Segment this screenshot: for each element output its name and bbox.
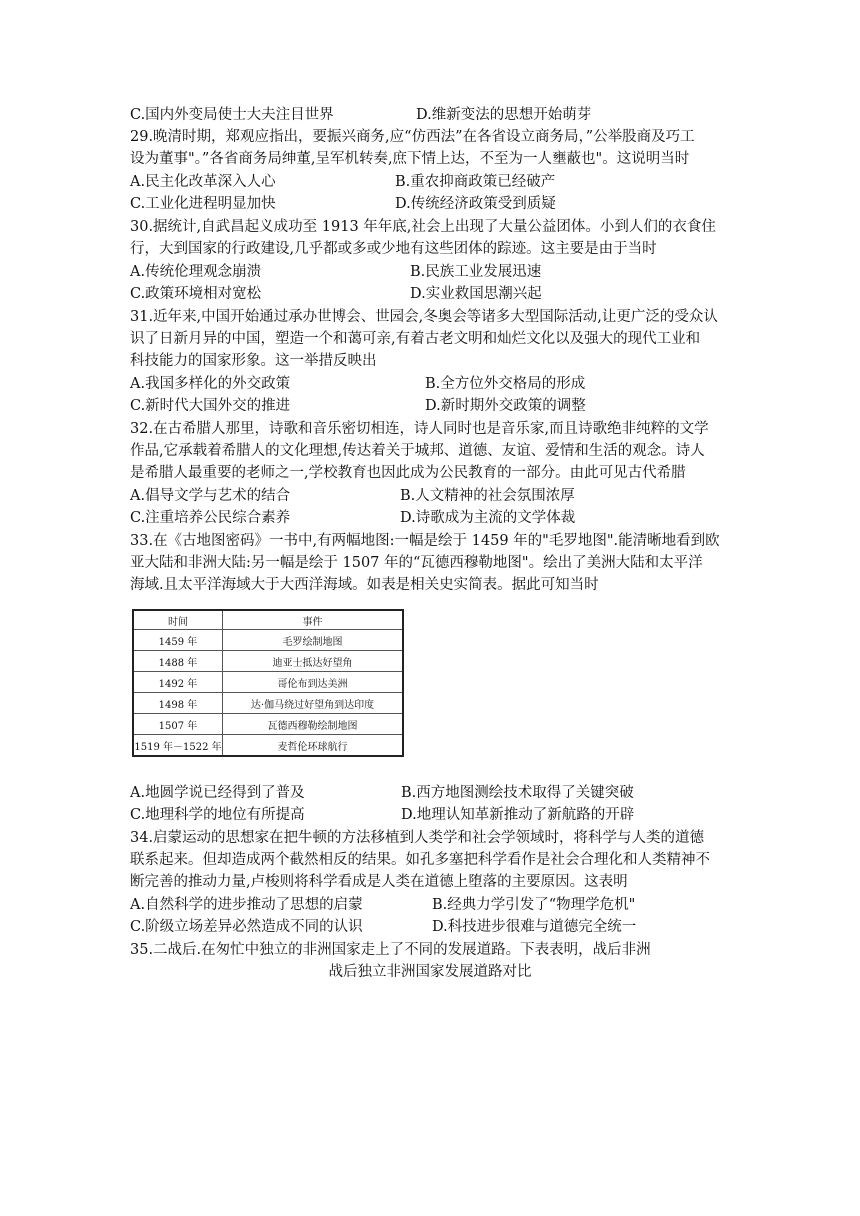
q31-stem-line-1: 31.近年来,中国开始通过承办世博会、世园会,冬奥会等诸多大型国际活动,让更广泛的受众认 xyxy=(130,309,718,325)
q31-stem-line-3: 科技能力的国家形象。这一举措反映出 xyxy=(130,353,377,369)
table-row xyxy=(133,651,403,672)
q29-stem-line-2: 设为董事"。”各省商务局绅董,呈军机转奏,庶下情上达，不至为一人壅蔽也"。这说明当时 xyxy=(130,151,690,167)
table-row xyxy=(133,714,403,735)
q29-option-c: C.工业化进程明显加快 xyxy=(130,196,276,212)
table-row xyxy=(133,630,403,651)
q30-stem-line-2: 行，大到国家的行政建设,几乎都或多或少地有这些团体的踪迹。这主要是由于当时 xyxy=(130,241,657,257)
q34-option-d: D.科技进步很难与道德完全统一 xyxy=(432,919,637,935)
q29-option-b: B.重农抑商政策已经破产 xyxy=(395,174,556,190)
q34-option-a: A.自然科学的进步推动了思想的启蒙 xyxy=(130,897,363,913)
q32-option-a: A.倡导文学与艺术的结合 xyxy=(130,488,291,504)
table-header-event: 事件 xyxy=(223,610,404,630)
q33-option-d: D.地理认知革新推动了新航路的开辟 xyxy=(401,807,635,823)
table-cell-event: 迪亚士抵达好望角 xyxy=(223,651,404,672)
q30-option-a: A.传统伦理观念崩溃 xyxy=(130,264,262,280)
table-cell-time: 1492 年 xyxy=(133,672,223,693)
table-cell-event: 达·伽马绕过好望角到达印度 xyxy=(223,693,404,714)
table-cell-time: 1488 年 xyxy=(133,651,223,672)
table-cell-time: 1498 年 xyxy=(133,693,223,714)
table-row xyxy=(133,672,403,693)
q32-stem-line-2: 作品,它承载着希腊人的文化理想,传达着关于城邦、道德、友谊、爱情和生活的观念。诗人 xyxy=(130,443,705,459)
table-cell-time: 1507 年 xyxy=(133,714,223,735)
q30-stem-line-1: 30.据统计,自武昌起义成功至 1913 年年底,社会上出现了大量公益团体。小到人们的衣食住 xyxy=(130,219,716,235)
q29-stem-line-1: 29.晚清时期，郑观应指出，要振兴商务,应“仿西法”在各省设立商务局，”公举股商及巧工 xyxy=(130,129,695,145)
q31-option-a: A.我国多样化的外交政策 xyxy=(130,376,291,392)
q32-stem-line-3: 是希腊人最重要的老师之一,学校教育也因此成为公民教育的一部分。由此可见古代希腊 xyxy=(130,465,686,481)
table-cell-time: 1519 年－1522 年 xyxy=(133,735,223,757)
table-header-row xyxy=(133,610,403,630)
q34-stem-line-1: 34.启蒙运动的思想家在把牛顿的方法移植到人类学和社会学领域时，将科学与人类的道德 xyxy=(130,830,705,846)
q32-option-d: D.诗歌成为主流的文学体裁 xyxy=(400,510,576,526)
table-row xyxy=(133,693,403,714)
q30-option-c: C.政策环境相对宽松 xyxy=(130,286,262,302)
table-row xyxy=(133,735,403,757)
q31-option-d: D.新时期外交政策的调整 xyxy=(425,398,586,414)
q35-table-caption: 战后独立非洲国家发展道路对比 xyxy=(328,964,532,980)
history-timeline-table xyxy=(132,609,404,757)
q31-stem-line-2: 识了日新月异的中国，塑造一个和蔼可亲,有着古老文明和灿烂文化以及强大的现代工业和 xyxy=(130,331,701,347)
table-cell-event: 麦哲伦环球航行 xyxy=(223,735,404,757)
table-cell-event: 毛罗绘制地图 xyxy=(223,630,404,651)
q35-stem-line-1: 35.二战后.在匆忙中独立的非洲国家走上了不同的发展道路。下表表明，战后非洲 xyxy=(130,942,651,958)
q34-option-b: B.经典力学引发了“物理学危机" xyxy=(432,897,636,913)
q33-stem-line-1: 33.在《古地图密码》一书中,有两幅地图:一幅是绘于 1459 年的"毛罗地图".能清晰地看到欧 xyxy=(130,533,720,549)
q31-option-c: C.新时代大国外交的推进 xyxy=(130,398,291,414)
q33-option-b: B.西方地图测绘技术取得了关键突破 xyxy=(401,785,634,801)
q33-option-a: A.地圆学说已经得到了普及 xyxy=(130,785,305,801)
table-header-time: 时间 xyxy=(133,610,223,630)
q29-option-d: D.传统经济政策受到质疑 xyxy=(395,196,556,212)
q32-option-c: C.注重培养公民综合素养 xyxy=(130,510,291,526)
q30-option-d: D.实业救国思潮兴起 xyxy=(410,286,542,302)
q33-option-c: C.地理科学的地位有所提高 xyxy=(130,807,305,823)
q33-stem-line-3: 海域.且太平洋海域大于大西洋海域。如表是相关史实简表。据此可知当时 xyxy=(130,577,599,593)
table-cell-event: 瓦德西穆勒绘制地图 xyxy=(223,714,404,735)
q34-stem-line-3: 断完善的推动力量,卢梭则将科学看成是人类在道德上堕落的主要原因。这表明 xyxy=(130,874,628,890)
q31-option-b: B.全方位外交格局的形成 xyxy=(425,376,586,392)
q32-stem-line-1: 32.在古希腊人那里，诗歌和音乐密切相连，诗人同时也是音乐家,而且诗歌绝非纯粹的文学 xyxy=(130,421,709,437)
table-cell-event: 哥伦布到达美洲 xyxy=(223,672,404,693)
q29-option-a: A.民主化改革深入人心 xyxy=(130,174,276,190)
table-cell-time: 1459 年 xyxy=(133,630,223,651)
q34-stem-line-2: 联系起来。但却造成两个截然相反的结果。如孔多塞把科学看作是社会合理化和人类精神不 xyxy=(130,852,710,868)
q33-stem-line-2: 亚大陆和非洲大陆:另一幅是绘于 1507 年的“瓦德西穆勒地图"。绘出了美洲大陆和太平洋 xyxy=(130,555,703,571)
q28-option-c: C.国内外变局使士大夫注目世界 xyxy=(130,107,334,123)
q34-option-c: C.阶级立场差异必然造成不同的认识 xyxy=(130,919,363,935)
q32-option-b: B.人文精神的社会氛围浓厚 xyxy=(400,488,575,504)
q28-option-d: D.维新变法的思想开始萌芽 xyxy=(416,107,592,123)
q30-option-b: B.民族工业发展迅速 xyxy=(410,264,542,280)
